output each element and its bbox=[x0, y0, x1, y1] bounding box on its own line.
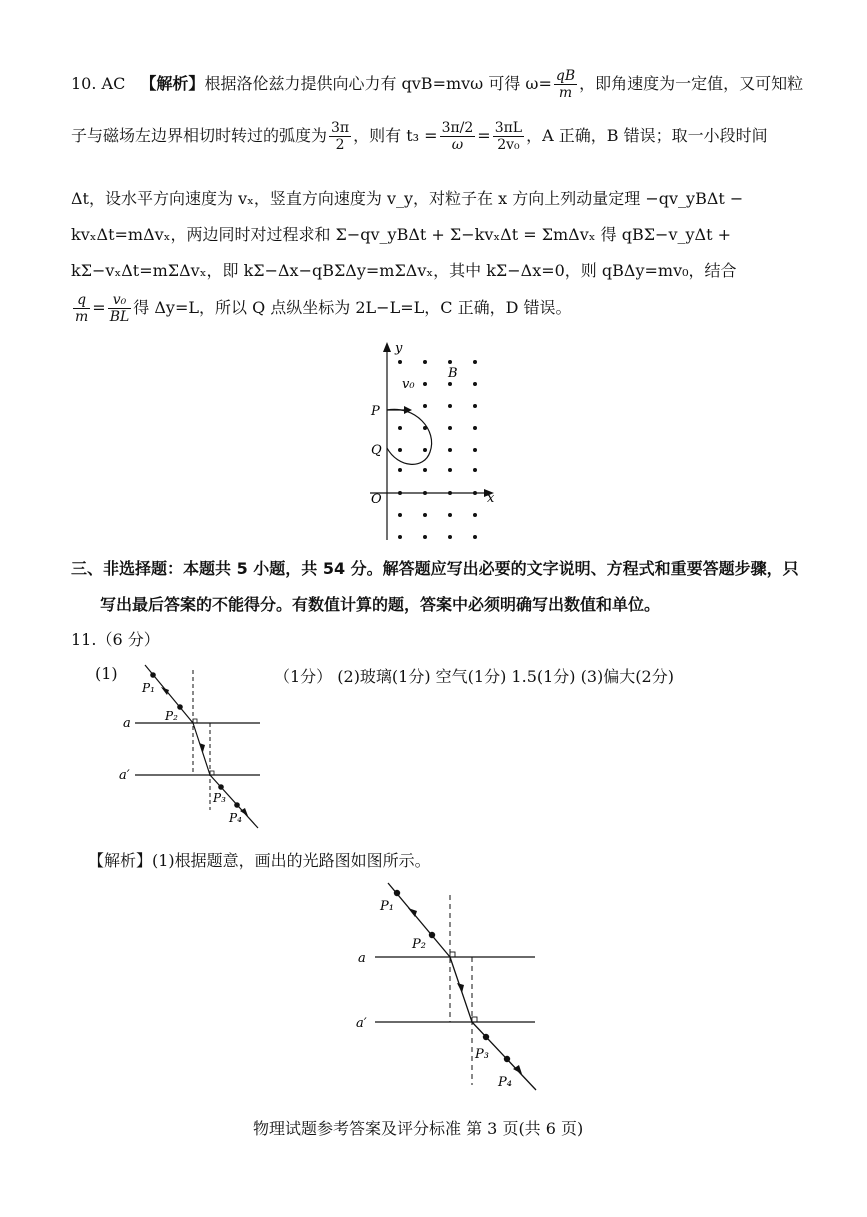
q10-number: 10. AC bbox=[71, 74, 126, 93]
q10-line2-text-d: ，A 正确，B 错误；取一小段时间 bbox=[526, 126, 768, 145]
label-p3: P₃ bbox=[213, 791, 226, 805]
q10-line6-text: 得 Δy=L，所以 Q 点纵坐标为 2L−L=L，C 正确，D 错误。 bbox=[133, 298, 572, 317]
fraction-3piL-over-2v0: $\frac{3\pi L}{\text{2v₀}}$ bbox=[494, 120, 523, 153]
pin-p4 bbox=[234, 802, 240, 808]
v0-label: v₀ bbox=[402, 377, 415, 392]
label-p1: P₁ bbox=[142, 681, 155, 695]
label-a-prime: a′ bbox=[119, 768, 130, 783]
pin-p1-large bbox=[394, 890, 400, 896]
x-axis-label: x bbox=[487, 491, 495, 506]
label-p3-large: P₃ bbox=[475, 1047, 489, 1062]
fraction-t3: $\frac{3\pi/2}{\omega}$ bbox=[441, 120, 474, 153]
q10-line5: kΣ−vₓΔt=mΣΔvₓ，即 kΣ−Δx−qBΣΔy=mΣΔvₓ，其中 kΣ−Δx=0，则 qBΔy=mv₀，结合 bbox=[71, 261, 737, 280]
particle-trajectory bbox=[387, 409, 432, 464]
magnetic-field-figure bbox=[360, 340, 510, 545]
q10-line4: kvₓΔt=mΔvₓ，两边同时对过程求和 Σ−qv_yBΔt + Σ−kvₓΔt = ΣmΔvₓ 得 qBΣ−v_yΔt + bbox=[71, 225, 732, 244]
pin-p4-large bbox=[504, 1056, 510, 1062]
section3-line2: 写出最后答案的不能得分。有数值计算的题，答案中必须明确写出数值和单位。 bbox=[100, 595, 661, 614]
optics-figure-small bbox=[115, 660, 275, 830]
pin-p1 bbox=[150, 672, 156, 678]
q11-heading: 11.（6 分） bbox=[71, 630, 160, 649]
fraction-v0-over-BL: $\frac{\text{v₀}}{BL}$ bbox=[109, 292, 130, 325]
fraction-3pi-over-2: $\frac{3\pi}{2}$ bbox=[331, 120, 350, 153]
q11-analysis: 【解析】(1)根据题意，画出的光路图如图所示。 bbox=[88, 851, 431, 870]
q11-answers: （1分） (2)玻璃(1分) 空气(1分) 1.5(1分) (3)偏大(2分) bbox=[274, 667, 674, 686]
label-p4: P₄ bbox=[229, 811, 242, 825]
q11-part1-label: (1) bbox=[95, 664, 118, 683]
optics-figure-large bbox=[350, 875, 550, 1095]
pin-p2-large bbox=[429, 932, 435, 938]
label-p2: P₂ bbox=[165, 709, 178, 723]
label-a-prime-large: a′ bbox=[356, 1016, 367, 1031]
equals-sign: = bbox=[477, 126, 491, 145]
arrow-incident bbox=[161, 687, 169, 695]
label-p1-large: P₁ bbox=[380, 899, 394, 914]
right-angle-top-large bbox=[450, 952, 455, 957]
origin-label: O bbox=[371, 492, 382, 507]
q10-line1-text-b: ，即角速度为一定值，又可知粒 bbox=[579, 74, 804, 93]
q10-line1 bbox=[71, 68, 803, 101]
point-p-label: P bbox=[371, 404, 380, 419]
pin-p2 bbox=[177, 704, 183, 710]
fraction-qB-over-m: $\frac{qB}{m}$ bbox=[555, 68, 576, 101]
q10-line2-text-b: ，则有 t₃ = bbox=[353, 126, 438, 145]
label-a: a bbox=[123, 716, 131, 731]
pin-p3 bbox=[218, 784, 224, 790]
label-a-large: a bbox=[358, 951, 366, 966]
field-b-label: B bbox=[448, 366, 458, 381]
q10-line2 bbox=[71, 120, 768, 153]
q10-line2-text-a: 子与磁场左边界相切时转过的弧度为 bbox=[71, 126, 328, 145]
point-q-label: Q bbox=[371, 443, 382, 458]
fraction-q-over-m: $\frac{q}{m}$ bbox=[75, 292, 89, 325]
q10-line1-text-a: 根据洛伦兹力提供向心力有 qvB=mvω 可得 ω= bbox=[204, 74, 552, 93]
page-footer: 物理试题参考答案及评分标准 第 3 页(共 6 页) bbox=[253, 1119, 584, 1138]
q10-line3: Δt，设水平方向速度为 vₓ，竖直方向速度为 v_y，对粒子在 x 方向上列动量定理 −qv_yBΔt − bbox=[71, 189, 744, 208]
equals-sign-2: = bbox=[92, 298, 106, 317]
pin-p3-large bbox=[483, 1034, 489, 1040]
y-axis-label: y bbox=[395, 341, 403, 356]
analysis-tag: 【解析】 bbox=[140, 74, 205, 93]
refracted-ray bbox=[193, 723, 210, 775]
arrow-refracted-large bbox=[457, 983, 464, 993]
section3-line1: 三、非选择题：本题共 5 小题，共 54 分。解答题应写出必要的文字说明、方程式和重要答题步骤，只 bbox=[71, 559, 799, 578]
label-p4-large: P₄ bbox=[498, 1075, 512, 1090]
y-axis-arrow bbox=[383, 342, 391, 352]
right-angle-bottom-large bbox=[472, 1017, 477, 1022]
label-p2-large: P₂ bbox=[412, 937, 426, 952]
q10-line6 bbox=[71, 292, 571, 325]
